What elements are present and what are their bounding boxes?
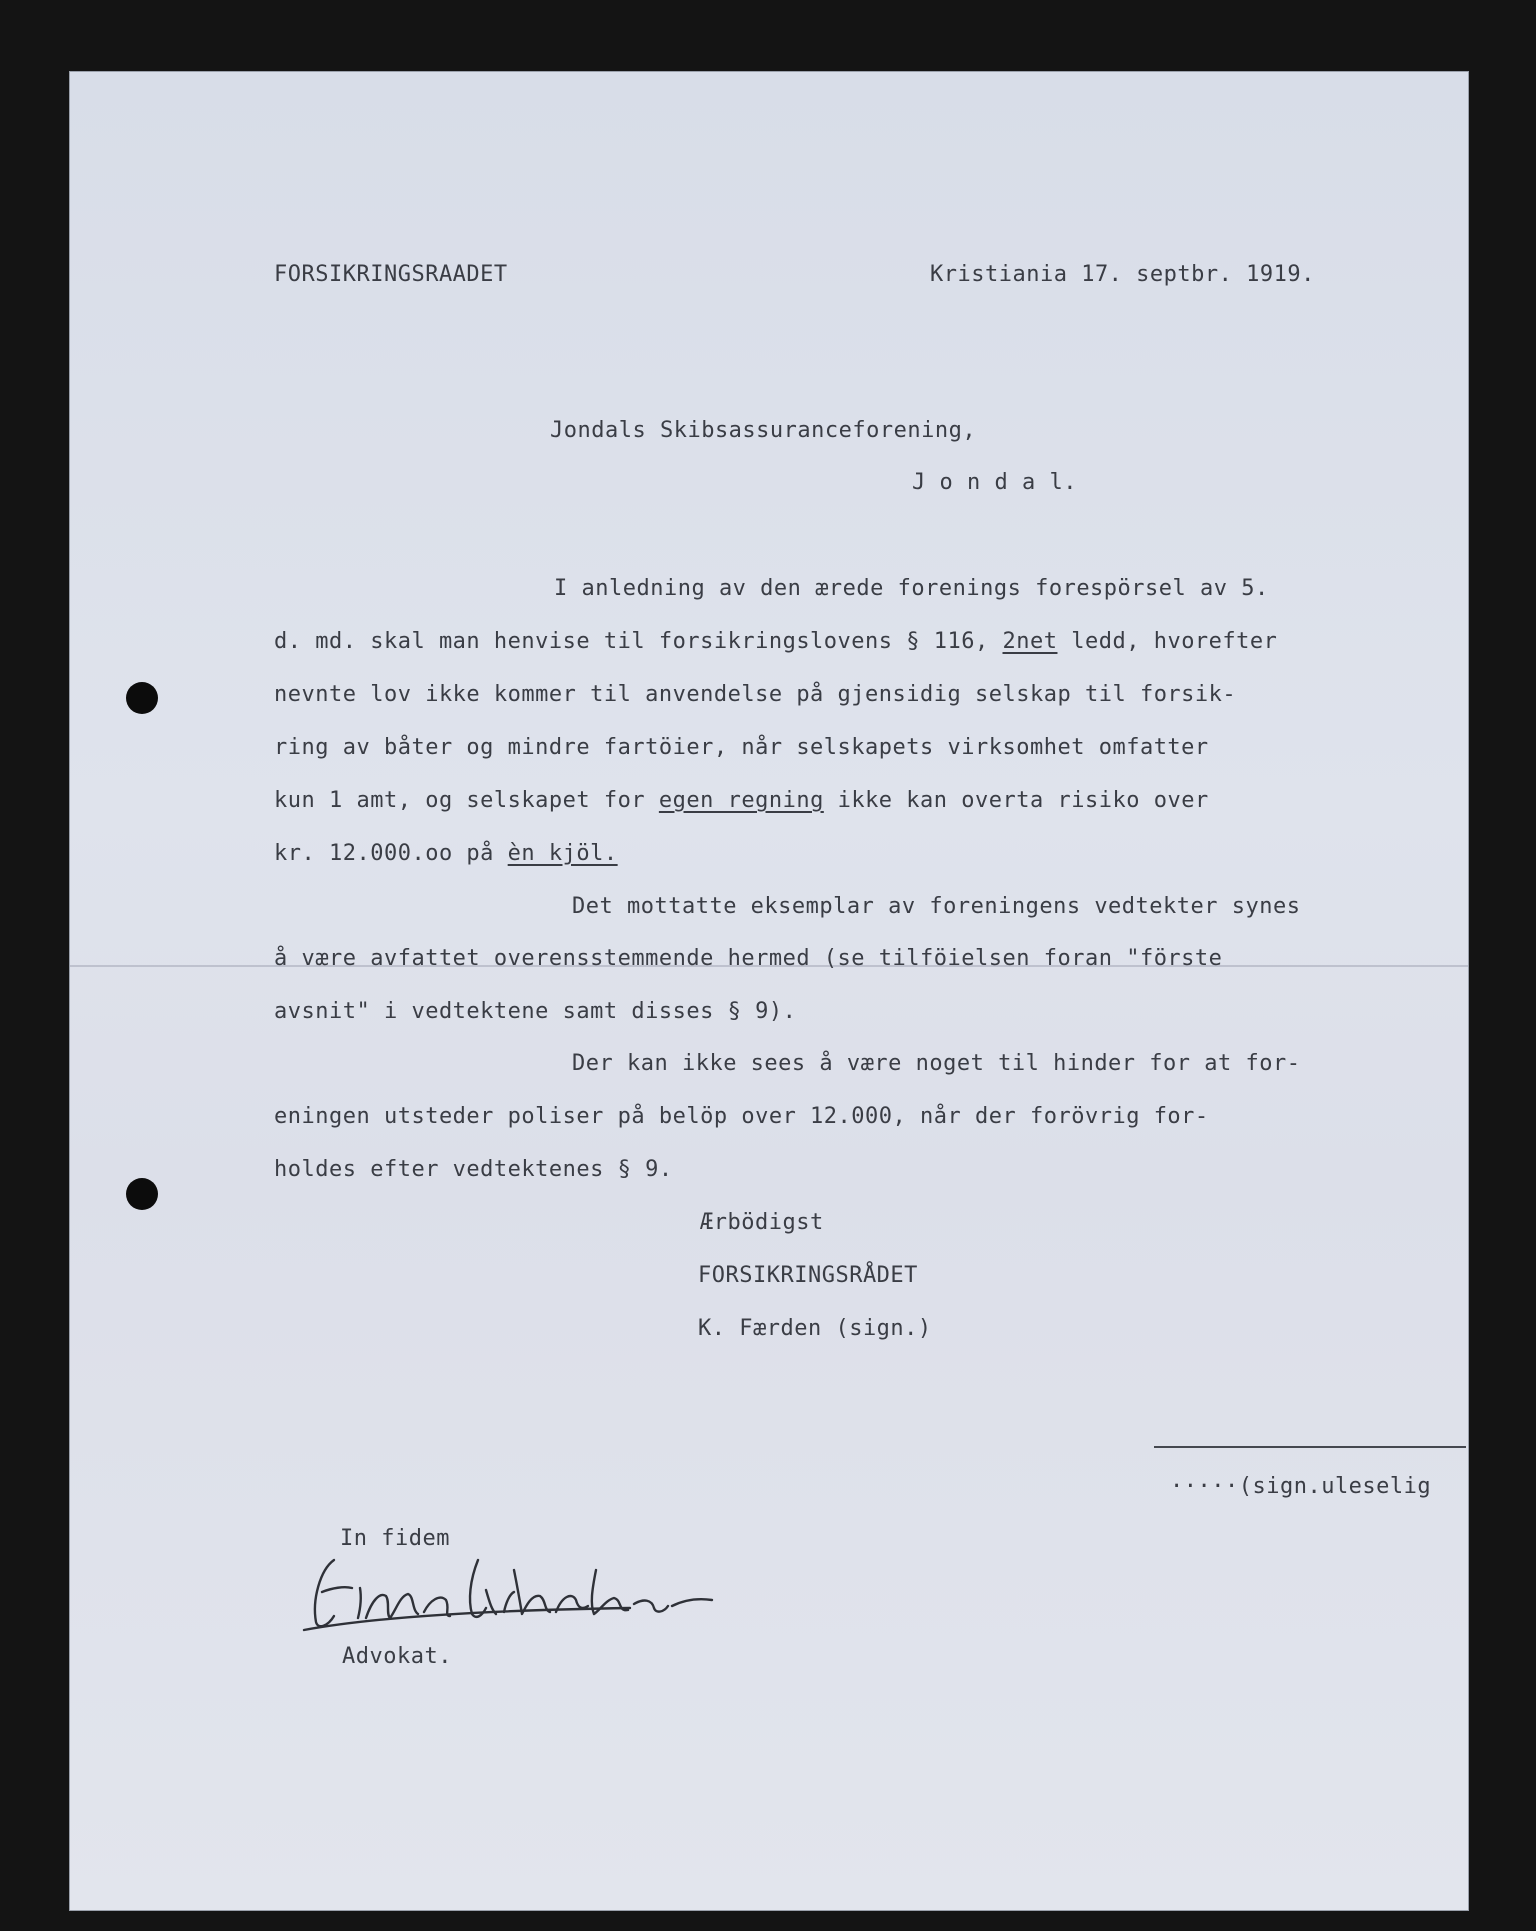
signature-rule xyxy=(1154,1446,1466,1448)
in-fidem-label: In fidem xyxy=(340,1526,450,1551)
place-date: Kristiania 17. septbr. 1919. xyxy=(930,262,1315,287)
body-line: å være avfattet overensstemmende hermed (se tilföielsen foran "förste xyxy=(274,946,1223,971)
letterhead-sender: FORSIKRINGSRAADET xyxy=(274,262,508,287)
body-line: holdes efter vedtektenes § 9. xyxy=(274,1157,673,1182)
handwritten-signature xyxy=(300,1530,770,1640)
closing-signer: K. Færden (sign.) xyxy=(698,1316,932,1341)
recipient-place: J o n d a l. xyxy=(912,470,1077,495)
body-line: avsnit" i vedtektene samt disses § 9). xyxy=(274,999,797,1024)
salutation: Ærbödigst xyxy=(700,1210,824,1235)
body-line: d. md. skal man henvise til forsikringslovens § 116, 2net ledd, hvorefter xyxy=(274,629,1278,654)
closing-org: FORSIKRINGSRÅDET xyxy=(698,1263,918,1288)
body-line: kr. 12.000.oo på èn kjöl. xyxy=(274,841,618,866)
body-line: nevnte lov ikke kommer til anvendelse på gjensidig selskap til forsik- xyxy=(274,682,1237,707)
underlined-text: egen regning xyxy=(658,788,824,813)
body-line: I anledning av den ærede forenings forespörsel av 5. xyxy=(554,576,1269,601)
attestation-title: Advokat. xyxy=(342,1644,452,1669)
recipient-name: Jondals Skibsassuranceforening, xyxy=(550,418,977,443)
body-line: Der kan ikke sees å være noget til hinder for at for- xyxy=(572,1051,1301,1076)
underlined-text: 2net xyxy=(1002,629,1058,654)
punch-hole-bottom xyxy=(126,1178,158,1210)
body-line: eningen utsteder poliser på belöp over 12.000, når der forövrig for- xyxy=(274,1104,1209,1129)
underlined-text: èn kjöl. xyxy=(507,841,618,866)
body-line: Det mottatte eksemplar av foreningens vedtekter synes xyxy=(572,894,1301,919)
punch-hole-top xyxy=(126,682,158,714)
illegible-signature-note: ·····(sign.uleselig xyxy=(1170,1474,1432,1499)
body-line: kun 1 amt, og selskapet for egen regning ikke kan overta risiko over xyxy=(274,788,1209,813)
body-line: ring av båter og mindre fartöier, når selskapets virksomhet omfatter xyxy=(274,735,1209,760)
